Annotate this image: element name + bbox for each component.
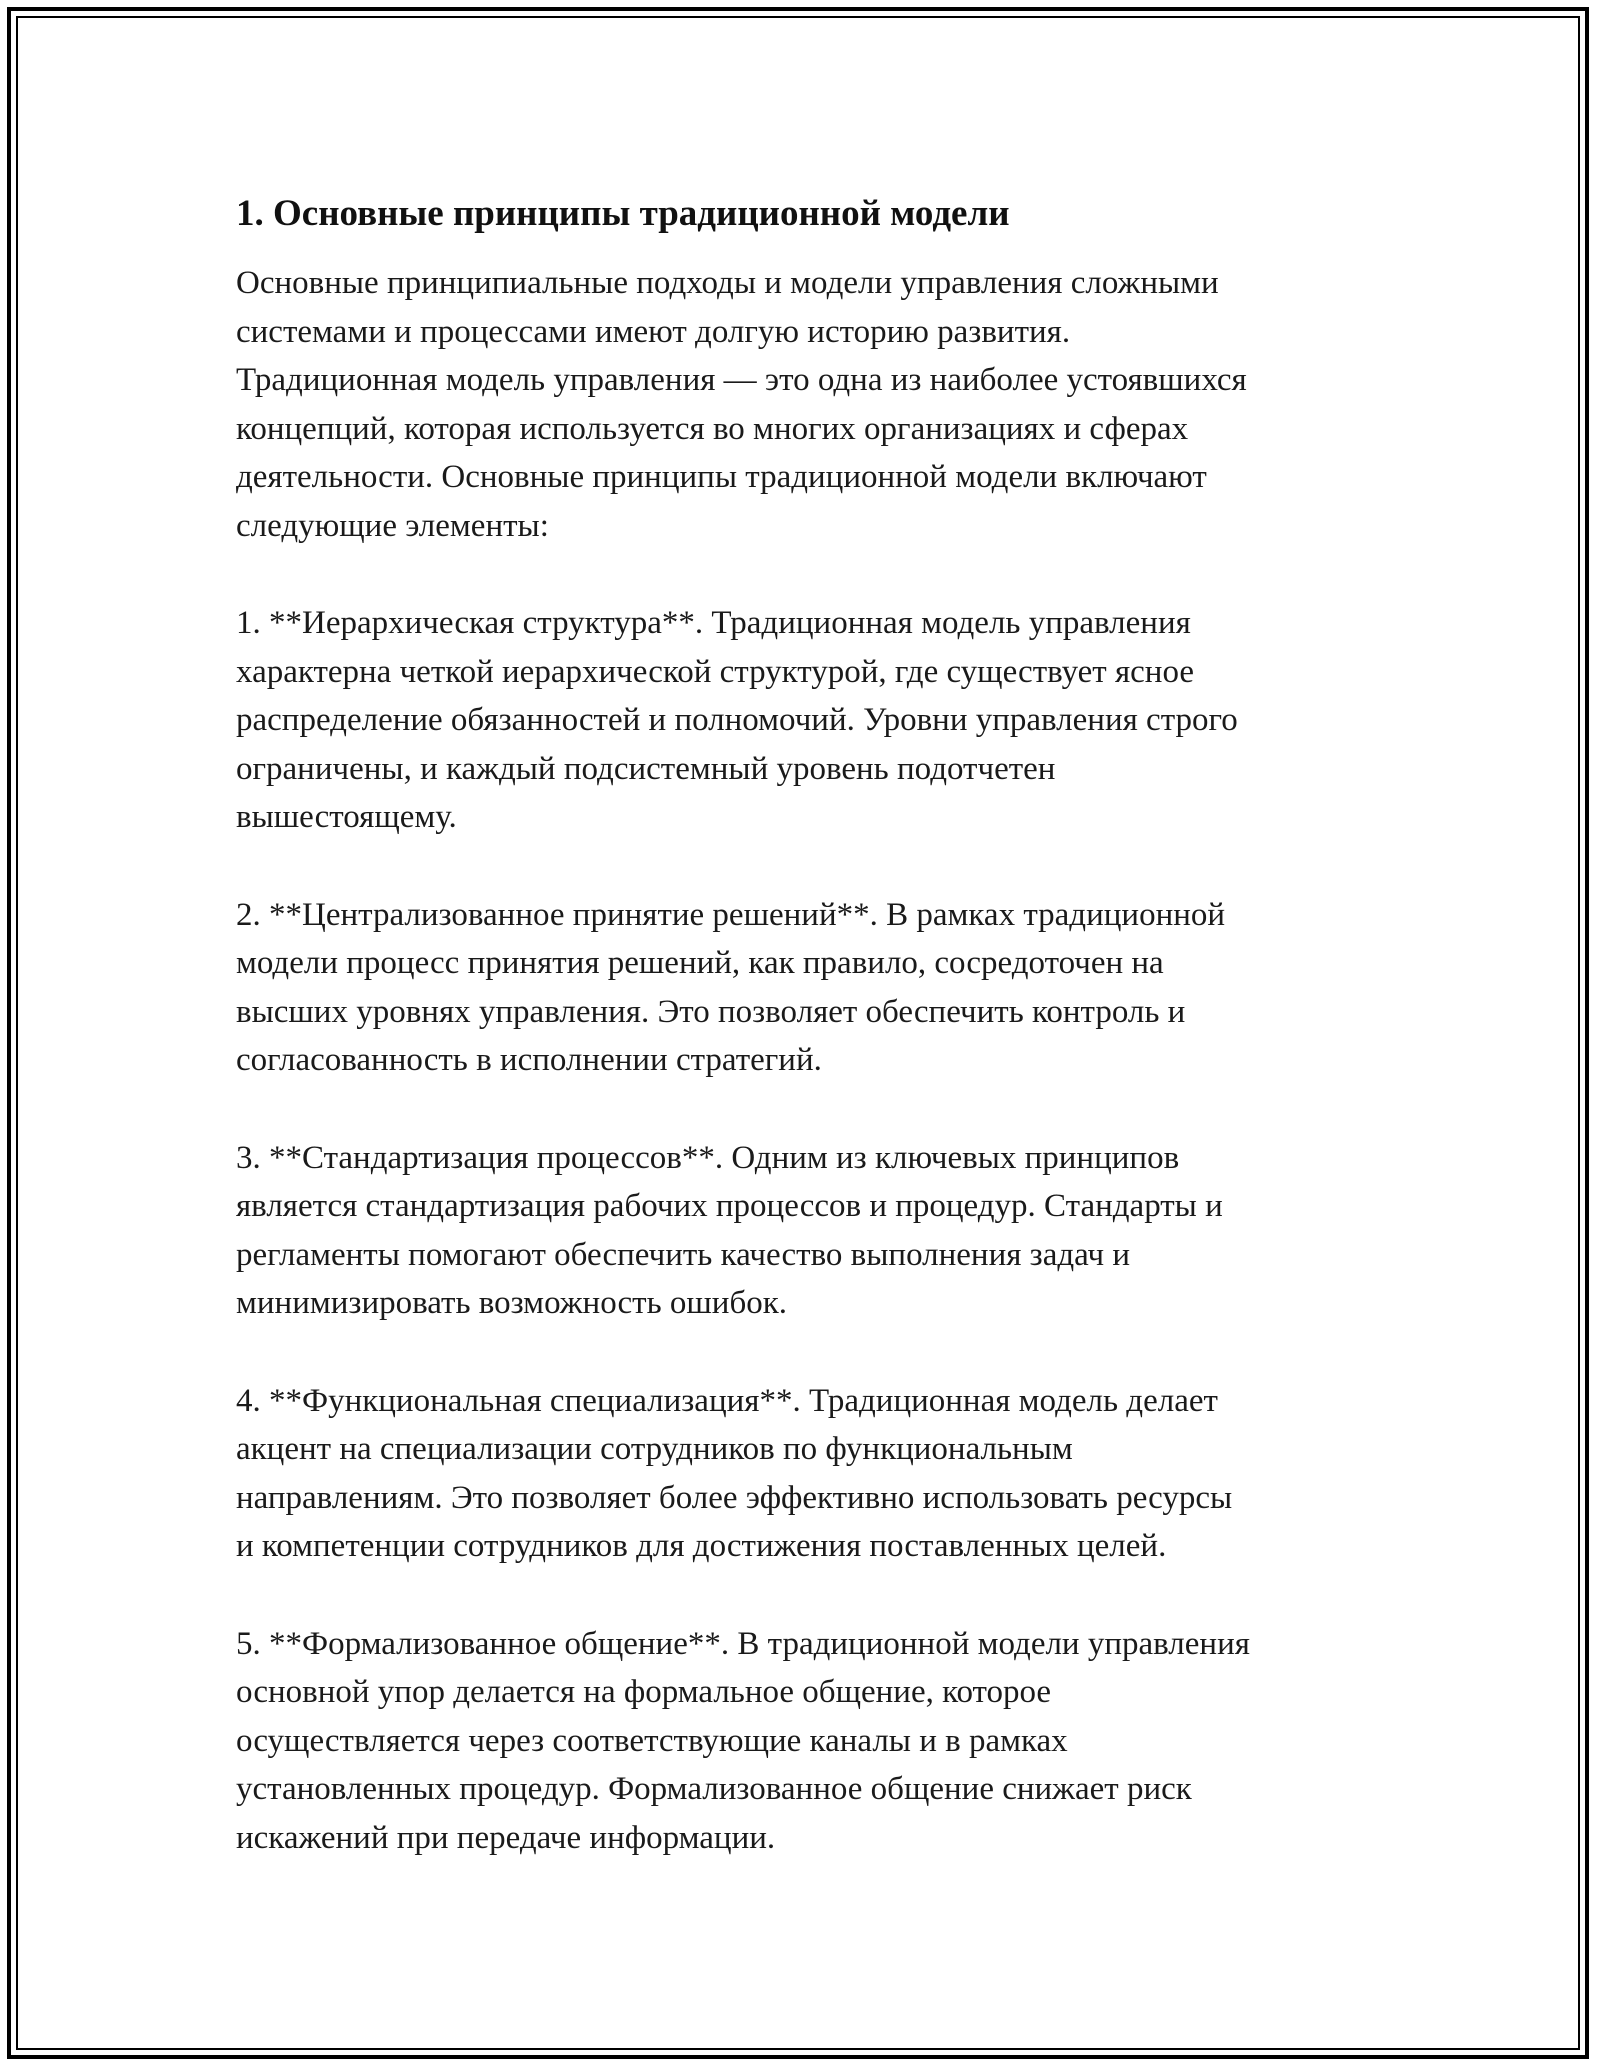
list-item-centralized-decisions: 2. **Централизованное принятие решений**. В рамках традиционной модели процесс принятия решений, как правило, сосредоточен на высших уровнях управления. Это позволяет обеспечить контроль и согласованность в исполнении стратегий.	[236, 896, 1226, 1078]
intro-paragraph: Основные принципиальные подходы и модели управления сложными системами и процессами имеют долгую историю развития. Традиционная модель управления — это одна из наиболее устоявшихся концепций, которая используется во многих организациях и сферах деятельности. Основные принципы традиционной модели включают следующие элементы:	[236, 265, 1247, 544]
document-body	[236, 185, 1386, 1911]
list-item-formal-communication: 5. **Формализованное общение**. В традиционной модели управления основной упор делается на формальное общение, которое осуществляется через соответствующие каналы и в рамках установленных процедур. Формализованное общение снижает риск искажений при передаче информации.	[236, 1625, 1250, 1856]
section-heading: 1. Основные принципы традиционной модели	[236, 193, 1010, 234]
list-item-functional-specialization: 4. **Функциональная специализация**. Традиционная модель делает акцент на специализации сотрудников по функциональным направлениям. Это позволяет более эффективно использовать ресурсы и компетенции сотрудников для достижения поставленных целей.	[236, 1382, 1233, 1564]
list-item-hierarchy: 1. **Иерархическая структура**. Традиционная модель управления характерна четкой иерархической структурой, где существует ясное распределение обязанностей и полномочий. Уровни управления строго ограничены, и каждый подсистемный уровень подотчетен вышестоящему.	[236, 605, 1238, 835]
list-item-standardization: 3. **Стандартизация процессов**. Одним из ключевых принципов является стандартизация рабочих процессов и процедур. Стандарты и регламенты помогают обеспечить качество выполнения задач и минимизировать возможность ошибок.	[236, 1139, 1223, 1321]
